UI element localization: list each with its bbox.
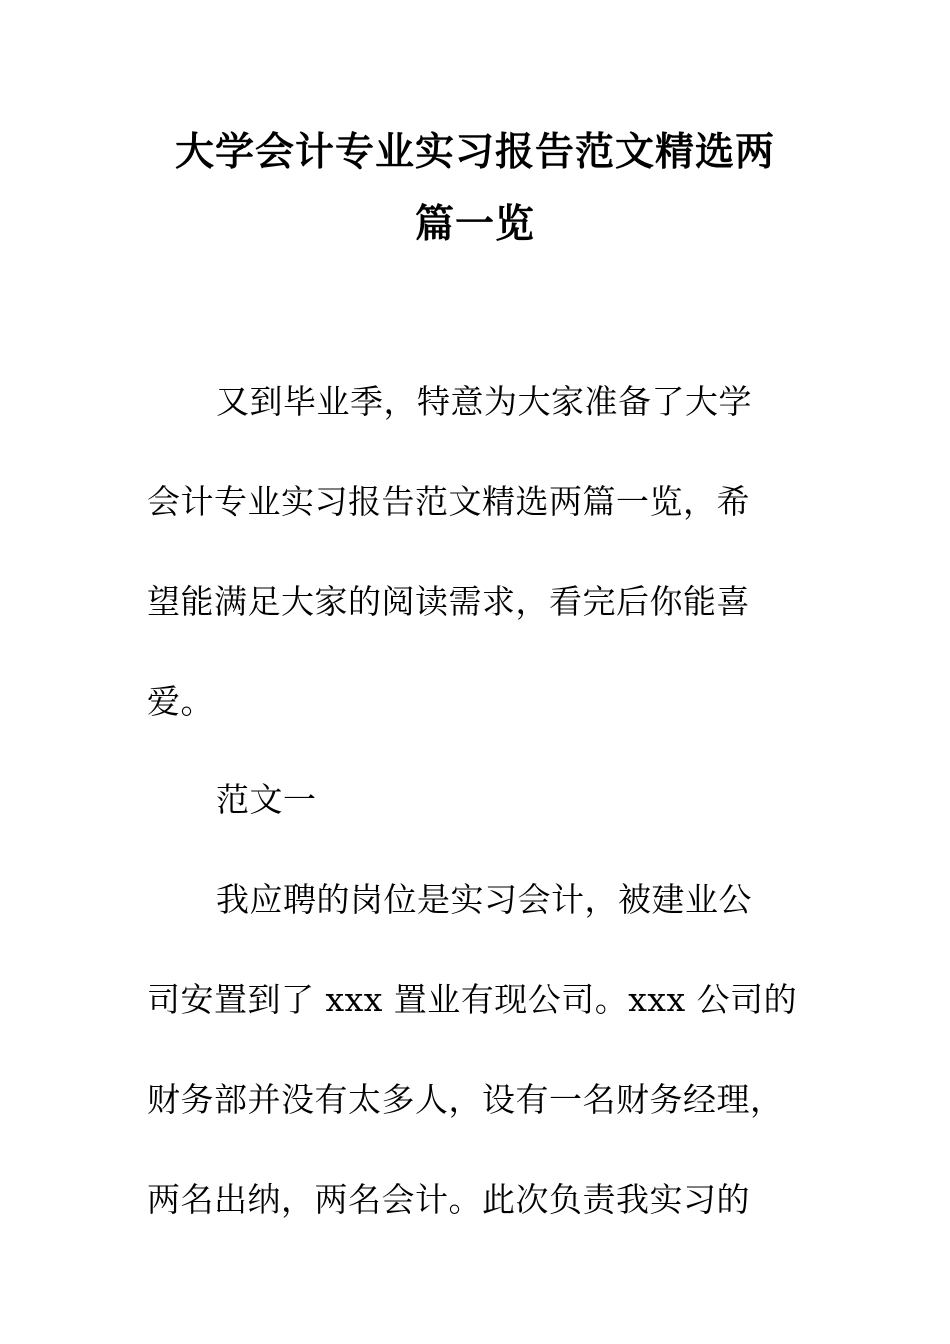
paragraph-2-line-1: 我应聘的岗位是实习会计，被建业公 — [216, 880, 752, 919]
paragraph-2-line-3: 财务部并没有太多人，设有一名财务经理， — [147, 1080, 784, 1119]
document-title-line-1: 大学会计专业实习报告范文精选两 — [174, 129, 775, 175]
paragraph-2-line-2: 司安置到了 xxx 置业有现公司。xxx 公司的 — [147, 980, 798, 1019]
paragraph-1-line-1: 又到毕业季，特意为大家准备了大学 — [216, 382, 752, 421]
section-heading-sample-1: 范文一 — [216, 780, 317, 819]
document-title-line-2: 篇一览 — [414, 201, 535, 247]
paragraph-2-line-4: 两名出纳，两名会计。此次负责我实习的 — [147, 1180, 750, 1219]
paragraph-1-line-4: 爱。 — [147, 682, 214, 721]
paragraph-1-line-2: 会计专业实习报告范文精选两篇一览，希 — [147, 482, 750, 521]
paragraph-1-line-3: 望能满足大家的阅读需求，看完后你能喜 — [147, 582, 750, 621]
